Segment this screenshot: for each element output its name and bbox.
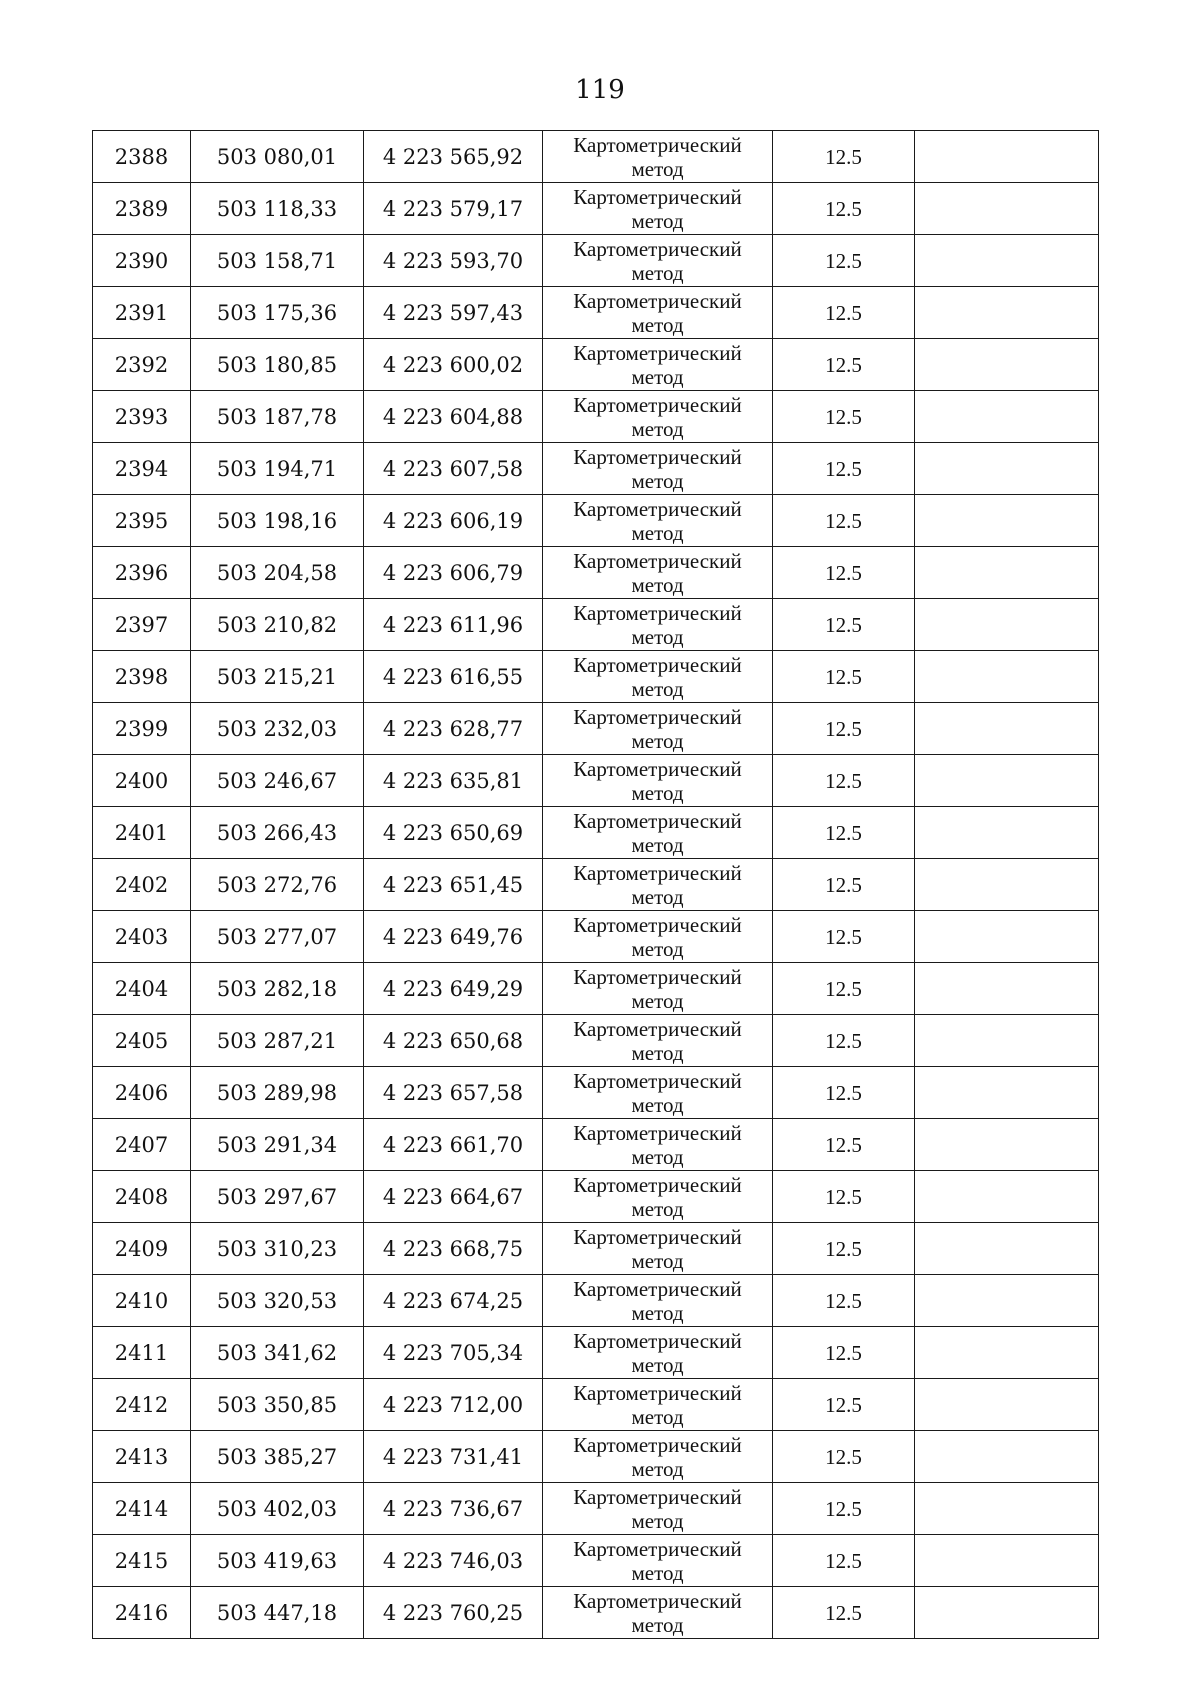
point-number-cell: 2414 <box>93 1483 191 1535</box>
x-coordinate-cell: 503 198,16 <box>191 495 364 547</box>
y-coordinate-cell: 4 223 661,70 <box>364 1119 543 1171</box>
point-number-cell: 2400 <box>93 755 191 807</box>
note-cell <box>915 287 1099 339</box>
note-cell <box>915 703 1099 755</box>
table-row <box>93 443 1099 495</box>
y-coordinate-cell: 4 223 746,03 <box>364 1535 543 1587</box>
note-cell <box>915 391 1099 443</box>
method-line-1: Картометрический <box>573 184 742 209</box>
x-coordinate-cell: 503 215,21 <box>191 651 364 703</box>
coordinates-table-body <box>93 131 1099 1639</box>
table-row <box>93 339 1099 391</box>
point-number-cell: 2398 <box>93 651 191 703</box>
method-line-2: метод <box>631 1300 684 1325</box>
accuracy-cell: 12.5 <box>773 1587 915 1639</box>
accuracy-cell: 12.5 <box>773 599 915 651</box>
accuracy-cell: 12.5 <box>773 1379 915 1431</box>
table-row <box>93 183 1099 235</box>
accuracy-cell: 12.5 <box>773 391 915 443</box>
note-cell <box>915 859 1099 911</box>
x-coordinate-cell: 503 246,67 <box>191 755 364 807</box>
method-cell <box>543 183 773 235</box>
y-coordinate-cell: 4 223 674,25 <box>364 1275 543 1327</box>
table-row <box>93 1431 1099 1483</box>
method-line-2: метод <box>631 1612 684 1637</box>
x-coordinate-cell: 503 447,18 <box>191 1587 364 1639</box>
method-line-1: Картометрический <box>573 860 742 885</box>
method-line-2: метод <box>631 624 684 649</box>
x-coordinate-cell: 503 320,53 <box>191 1275 364 1327</box>
method-line-2: метод <box>631 208 684 233</box>
x-coordinate-cell: 503 287,21 <box>191 1015 364 1067</box>
table-row <box>93 1483 1099 1535</box>
method-line-1: Картометрический <box>573 1120 742 1145</box>
method-line-2: метод <box>631 1196 684 1221</box>
note-cell <box>915 807 1099 859</box>
point-number-cell: 2403 <box>93 911 191 963</box>
y-coordinate-cell: 4 223 736,67 <box>364 1483 543 1535</box>
method-line-1: Картометрический <box>573 912 742 937</box>
method-line-1: Картометрический <box>573 652 742 677</box>
accuracy-cell: 12.5 <box>773 1327 915 1379</box>
table-row <box>93 963 1099 1015</box>
method-cell <box>543 547 773 599</box>
method-cell <box>543 807 773 859</box>
point-number-cell: 2411 <box>93 1327 191 1379</box>
coordinates-table <box>92 130 1099 1639</box>
method-line-1: Картометрический <box>573 496 742 521</box>
note-cell <box>915 1275 1099 1327</box>
point-number-cell: 2404 <box>93 963 191 1015</box>
note-cell <box>915 1535 1099 1587</box>
method-cell <box>543 599 773 651</box>
method-line-2: метод <box>631 1144 684 1169</box>
method-line-1: Картометрический <box>573 1380 742 1405</box>
method-cell <box>543 963 773 1015</box>
note-cell <box>915 443 1099 495</box>
note-cell <box>915 1483 1099 1535</box>
table-row <box>93 755 1099 807</box>
point-number-cell: 2389 <box>93 183 191 235</box>
method-cell <box>543 235 773 287</box>
accuracy-cell: 12.5 <box>773 1119 915 1171</box>
page-number: 119 <box>575 75 625 105</box>
x-coordinate-cell: 503 297,67 <box>191 1171 364 1223</box>
method-line-1: Картометрический <box>573 964 742 989</box>
y-coordinate-cell: 4 223 593,70 <box>364 235 543 287</box>
method-line-1: Картометрический <box>573 548 742 573</box>
point-number-cell: 2388 <box>93 131 191 183</box>
table-row <box>93 1535 1099 1587</box>
accuracy-cell: 12.5 <box>773 547 915 599</box>
method-line-2: метод <box>631 1404 684 1429</box>
method-cell <box>543 443 773 495</box>
method-cell <box>543 1119 773 1171</box>
y-coordinate-cell: 4 223 649,29 <box>364 963 543 1015</box>
point-number-cell: 2394 <box>93 443 191 495</box>
y-coordinate-cell: 4 223 597,43 <box>364 287 543 339</box>
point-number-cell: 2393 <box>93 391 191 443</box>
method-line-1: Картометрический <box>573 1588 742 1613</box>
x-coordinate-cell: 503 266,43 <box>191 807 364 859</box>
y-coordinate-cell: 4 223 606,79 <box>364 547 543 599</box>
y-coordinate-cell: 4 223 611,96 <box>364 599 543 651</box>
method-line-1: Картометрический <box>573 1068 742 1093</box>
method-line-1: Картометрический <box>573 340 742 365</box>
accuracy-cell: 12.5 <box>773 287 915 339</box>
method-line-1: Картометрический <box>573 1536 742 1561</box>
point-number-cell: 2392 <box>93 339 191 391</box>
method-line-2: метод <box>631 1040 684 1065</box>
y-coordinate-cell: 4 223 600,02 <box>364 339 543 391</box>
method-cell <box>543 1171 773 1223</box>
accuracy-cell: 12.5 <box>773 443 915 495</box>
method-line-1: Картометрический <box>573 1016 742 1041</box>
accuracy-cell: 12.5 <box>773 1535 915 1587</box>
y-coordinate-cell: 4 223 650,68 <box>364 1015 543 1067</box>
accuracy-cell: 12.5 <box>773 1067 915 1119</box>
accuracy-cell: 12.5 <box>773 963 915 1015</box>
x-coordinate-cell: 503 080,01 <box>191 131 364 183</box>
x-coordinate-cell: 503 282,18 <box>191 963 364 1015</box>
method-line-1: Картометрический <box>573 1484 742 1509</box>
table-row <box>93 1275 1099 1327</box>
point-number-cell: 2416 <box>93 1587 191 1639</box>
note-cell <box>915 1067 1099 1119</box>
method-cell <box>543 651 773 703</box>
y-coordinate-cell: 4 223 579,17 <box>364 183 543 235</box>
accuracy-cell: 12.5 <box>773 235 915 287</box>
method-cell <box>543 1067 773 1119</box>
table-row <box>93 859 1099 911</box>
method-line-1: Картометрический <box>573 132 742 157</box>
accuracy-cell: 12.5 <box>773 703 915 755</box>
method-line-2: метод <box>631 156 684 181</box>
x-coordinate-cell: 503 204,58 <box>191 547 364 599</box>
x-coordinate-cell: 503 289,98 <box>191 1067 364 1119</box>
table-row <box>93 391 1099 443</box>
method-line-2: метод <box>631 676 684 701</box>
y-coordinate-cell: 4 223 731,41 <box>364 1431 543 1483</box>
x-coordinate-cell: 503 419,63 <box>191 1535 364 1587</box>
table-row <box>93 1379 1099 1431</box>
note-cell <box>915 1431 1099 1483</box>
method-line-2: метод <box>631 572 684 597</box>
y-coordinate-cell: 4 223 651,45 <box>364 859 543 911</box>
y-coordinate-cell: 4 223 604,88 <box>364 391 543 443</box>
method-cell <box>543 1275 773 1327</box>
point-number-cell: 2412 <box>93 1379 191 1431</box>
method-line-2: метод <box>631 884 684 909</box>
x-coordinate-cell: 503 194,71 <box>191 443 364 495</box>
method-line-2: метод <box>631 312 684 337</box>
method-line-2: метод <box>631 416 684 441</box>
method-cell <box>543 1431 773 1483</box>
y-coordinate-cell: 4 223 606,19 <box>364 495 543 547</box>
table-row <box>93 547 1099 599</box>
note-cell <box>915 131 1099 183</box>
accuracy-cell: 12.5 <box>773 1015 915 1067</box>
table-row <box>93 1015 1099 1067</box>
accuracy-cell: 12.5 <box>773 495 915 547</box>
accuracy-cell: 12.5 <box>773 755 915 807</box>
table-row <box>93 235 1099 287</box>
table-row <box>93 1587 1099 1639</box>
accuracy-cell: 12.5 <box>773 859 915 911</box>
method-line-2: метод <box>631 1092 684 1117</box>
note-cell <box>915 911 1099 963</box>
x-coordinate-cell: 503 291,34 <box>191 1119 364 1171</box>
note-cell <box>915 1379 1099 1431</box>
method-line-1: Картометрический <box>573 600 742 625</box>
method-line-1: Картометрический <box>573 444 742 469</box>
method-line-2: метод <box>631 780 684 805</box>
table-row <box>93 703 1099 755</box>
point-number-cell: 2415 <box>93 1535 191 1587</box>
x-coordinate-cell: 503 402,03 <box>191 1483 364 1535</box>
method-line-2: метод <box>631 1560 684 1585</box>
table-row <box>93 911 1099 963</box>
method-cell <box>543 131 773 183</box>
accuracy-cell: 12.5 <box>773 807 915 859</box>
method-line-2: метод <box>631 988 684 1013</box>
table-row <box>93 495 1099 547</box>
x-coordinate-cell: 503 272,76 <box>191 859 364 911</box>
method-cell <box>543 287 773 339</box>
accuracy-cell: 12.5 <box>773 1483 915 1535</box>
method-line-1: Картометрический <box>573 704 742 729</box>
table-row <box>93 599 1099 651</box>
x-coordinate-cell: 503 232,03 <box>191 703 364 755</box>
x-coordinate-cell: 503 277,07 <box>191 911 364 963</box>
method-line-2: метод <box>631 1352 684 1377</box>
point-number-cell: 2391 <box>93 287 191 339</box>
x-coordinate-cell: 503 180,85 <box>191 339 364 391</box>
method-line-2: метод <box>631 728 684 753</box>
method-line-1: Картометрический <box>573 756 742 781</box>
x-coordinate-cell: 503 187,78 <box>191 391 364 443</box>
method-line-2: метод <box>631 1248 684 1273</box>
y-coordinate-cell: 4 223 650,69 <box>364 807 543 859</box>
point-number-cell: 2390 <box>93 235 191 287</box>
note-cell <box>915 1223 1099 1275</box>
point-number-cell: 2413 <box>93 1431 191 1483</box>
y-coordinate-cell: 4 223 616,55 <box>364 651 543 703</box>
table-row <box>93 1327 1099 1379</box>
table-row <box>93 1171 1099 1223</box>
table-row <box>93 131 1099 183</box>
method-line-2: метод <box>631 260 684 285</box>
note-cell <box>915 339 1099 391</box>
y-coordinate-cell: 4 223 712,00 <box>364 1379 543 1431</box>
point-number-cell: 2407 <box>93 1119 191 1171</box>
method-line-2: метод <box>631 832 684 857</box>
note-cell <box>915 1587 1099 1639</box>
point-number-cell: 2396 <box>93 547 191 599</box>
method-line-1: Картометрический <box>573 236 742 261</box>
accuracy-cell: 12.5 <box>773 1171 915 1223</box>
method-cell <box>543 1587 773 1639</box>
accuracy-cell: 12.5 <box>773 1431 915 1483</box>
y-coordinate-cell: 4 223 628,77 <box>364 703 543 755</box>
y-coordinate-cell: 4 223 607,58 <box>364 443 543 495</box>
note-cell <box>915 1015 1099 1067</box>
method-cell <box>543 859 773 911</box>
table-row <box>93 807 1099 859</box>
y-coordinate-cell: 4 223 760,25 <box>364 1587 543 1639</box>
accuracy-cell: 12.5 <box>773 1223 915 1275</box>
note-cell <box>915 495 1099 547</box>
x-coordinate-cell: 503 118,33 <box>191 183 364 235</box>
point-number-cell: 2405 <box>93 1015 191 1067</box>
note-cell <box>915 1327 1099 1379</box>
table-row <box>93 1223 1099 1275</box>
method-line-1: Картометрический <box>573 1224 742 1249</box>
method-cell <box>543 703 773 755</box>
method-line-1: Картометрический <box>573 808 742 833</box>
y-coordinate-cell: 4 223 565,92 <box>364 131 543 183</box>
method-line-1: Картометрический <box>573 1328 742 1353</box>
note-cell <box>915 183 1099 235</box>
method-line-2: метод <box>631 1456 684 1481</box>
x-coordinate-cell: 503 210,82 <box>191 599 364 651</box>
y-coordinate-cell: 4 223 657,58 <box>364 1067 543 1119</box>
y-coordinate-cell: 4 223 668,75 <box>364 1223 543 1275</box>
point-number-cell: 2408 <box>93 1171 191 1223</box>
method-line-2: метод <box>631 468 684 493</box>
point-number-cell: 2410 <box>93 1275 191 1327</box>
method-cell <box>543 1483 773 1535</box>
point-number-cell: 2395 <box>93 495 191 547</box>
method-cell <box>543 1223 773 1275</box>
method-cell <box>543 1379 773 1431</box>
note-cell <box>915 599 1099 651</box>
note-cell <box>915 651 1099 703</box>
x-coordinate-cell: 503 175,36 <box>191 287 364 339</box>
method-cell <box>543 339 773 391</box>
accuracy-cell: 12.5 <box>773 131 915 183</box>
method-cell <box>543 1535 773 1587</box>
method-line-1: Картометрический <box>573 288 742 313</box>
x-coordinate-cell: 503 350,85 <box>191 1379 364 1431</box>
table-row <box>93 1067 1099 1119</box>
note-cell <box>915 1119 1099 1171</box>
table-row <box>93 651 1099 703</box>
method-line-2: метод <box>631 1508 684 1533</box>
note-cell <box>915 235 1099 287</box>
method-line-2: метод <box>631 520 684 545</box>
method-cell <box>543 1015 773 1067</box>
method-cell <box>543 755 773 807</box>
method-cell <box>543 1327 773 1379</box>
method-line-1: Картометрический <box>573 1276 742 1301</box>
note-cell <box>915 755 1099 807</box>
note-cell <box>915 1171 1099 1223</box>
point-number-cell: 2397 <box>93 599 191 651</box>
method-line-2: метод <box>631 364 684 389</box>
table-row <box>93 1119 1099 1171</box>
y-coordinate-cell: 4 223 705,34 <box>364 1327 543 1379</box>
x-coordinate-cell: 503 341,62 <box>191 1327 364 1379</box>
y-coordinate-cell: 4 223 649,76 <box>364 911 543 963</box>
accuracy-cell: 12.5 <box>773 183 915 235</box>
y-coordinate-cell: 4 223 635,81 <box>364 755 543 807</box>
method-cell <box>543 495 773 547</box>
y-coordinate-cell: 4 223 664,67 <box>364 1171 543 1223</box>
x-coordinate-cell: 503 158,71 <box>191 235 364 287</box>
method-line-1: Картометрический <box>573 392 742 417</box>
accuracy-cell: 12.5 <box>773 339 915 391</box>
method-line-2: метод <box>631 936 684 961</box>
x-coordinate-cell: 503 310,23 <box>191 1223 364 1275</box>
table-row <box>93 287 1099 339</box>
method-cell <box>543 911 773 963</box>
method-cell <box>543 391 773 443</box>
accuracy-cell: 12.5 <box>773 911 915 963</box>
point-number-cell: 2409 <box>93 1223 191 1275</box>
point-number-cell: 2401 <box>93 807 191 859</box>
note-cell <box>915 547 1099 599</box>
point-number-cell: 2406 <box>93 1067 191 1119</box>
point-number-cell: 2402 <box>93 859 191 911</box>
x-coordinate-cell: 503 385,27 <box>191 1431 364 1483</box>
method-line-1: Картометрический <box>573 1432 742 1457</box>
accuracy-cell: 12.5 <box>773 651 915 703</box>
point-number-cell: 2399 <box>93 703 191 755</box>
method-line-1: Картометрический <box>573 1172 742 1197</box>
note-cell <box>915 963 1099 1015</box>
accuracy-cell: 12.5 <box>773 1275 915 1327</box>
